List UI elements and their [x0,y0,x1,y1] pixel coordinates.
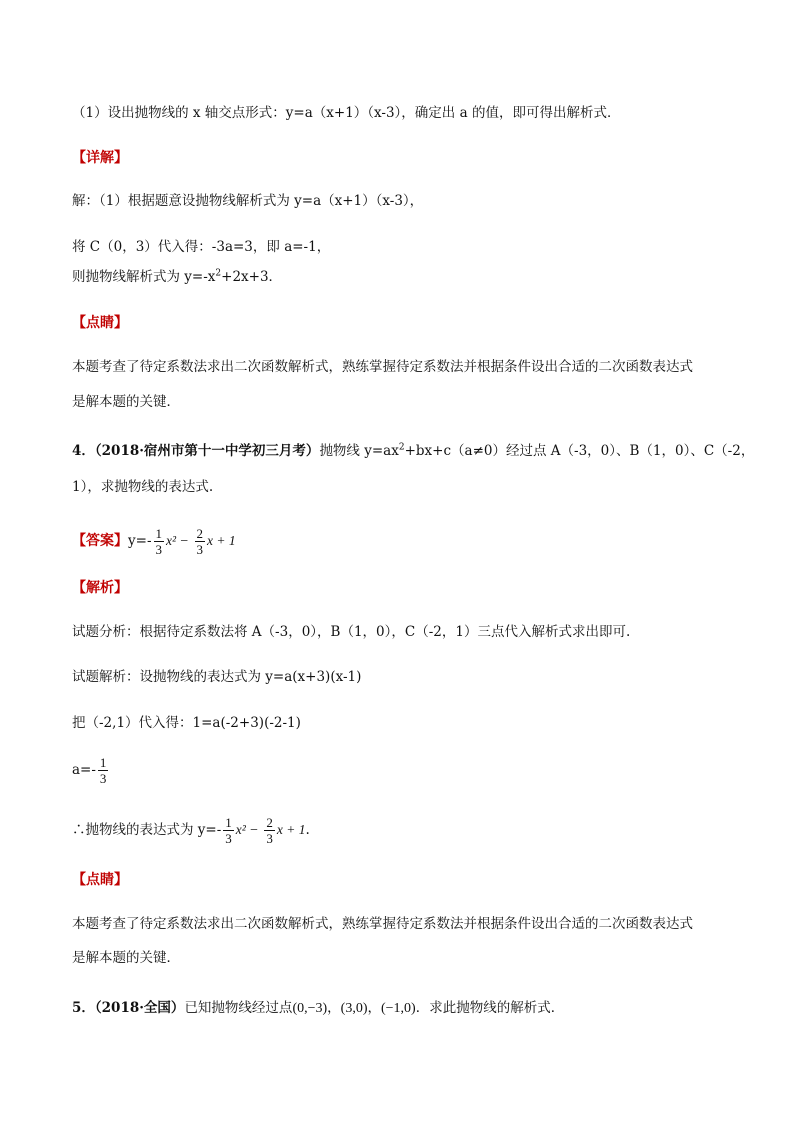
fraction-one-third: $\frac{1}{3}$ [225,815,232,846]
question-5: 5．（2018·全国）已知抛物线经过点(0,−3)，(3,0)，(−1,0)．求此抛物线的解析式． [72,1000,565,1016]
question-4: 4．（2018·宿州市第十一中学初三月考）抛物线 $y=ax^2+bx+c(a\ne 0)$经过点 A（-3，0）、B（1，0）、C（-2， [72,442,755,459]
fraction-two-thirds: $\frac{2}{3}$ [196,526,204,557]
fraction-two-thirds: $\frac{2}{3}$ [266,815,273,846]
detail-heading: 【详解】 [72,150,128,166]
analysis-line-1: 试题分析：根据待定系数法将 A（-3，0），B（1，0），C（-2，1）三点代入解析式求出即可. [72,624,631,640]
analysis-conclusion: ∴抛物线的表达式为 y=- $\frac{1}{3}$ x² − $\frac{2}{3}$ x + 1. [72,815,310,846]
comment-line-2: 是解本题的关键． [72,394,180,410]
analysis-line-3: 把（-2,1）代入得：1=a(-2+3)(-2-1) [72,715,301,731]
question-4-line-2: 1），求抛物线的表达式. [72,479,214,495]
comment-2-line-2: 是解本题的关键． [72,950,180,966]
question-4-source: （2018·宿州市第十一中学初三月考） [94,443,320,459]
hint-line: （1）设出抛物线的 x 轴交点形式：y=a（x+1）（x-3），确定出 a 的值，即可得出解析式． [72,105,621,121]
analysis-line-2: 试题解析：设抛物线的表达式为 y=a(x+3)(x-1) [72,669,362,685]
comment-2-line-1: 本题考查了待定系数法求出二次函数解析式，熟练掌握待定系数法并根据条件设出合适的二次函数表达式 [72,916,693,932]
analysis-a-value: a=- $\frac{1}{3}$ [72,755,107,786]
fraction-one-third: $\frac{1}{3}$ [99,755,107,786]
solution-line-2: 将 C（0，3）代入得：-3a=3，即 a=-1， [72,239,331,255]
analysis-heading: 【解析】 [72,580,128,596]
comment-heading-2: 【点睛】 [72,872,128,888]
solution-line-1: 解：（1）根据题意设抛物线解析式为 y=a（x+1）（x-3）， [72,193,424,209]
answer-line: 【答案】y=- $\frac{1}{3}$ x² − $\frac{2}{3}$ x + 1 [72,526,236,557]
comment-line-1: 本题考查了待定系数法求出二次函数解析式，熟练掌握待定系数法并根据条件设出合适的二次函数表达式 [72,359,693,375]
solution-line-3: 则抛物线解析式为 $y=-x^2+2x+3$． [72,268,283,285]
comment-heading: 【点睛】 [72,315,128,331]
question-5-source: （2018·全国） [94,1000,185,1016]
fraction-one-third: $\frac{1}{3}$ [155,526,162,557]
